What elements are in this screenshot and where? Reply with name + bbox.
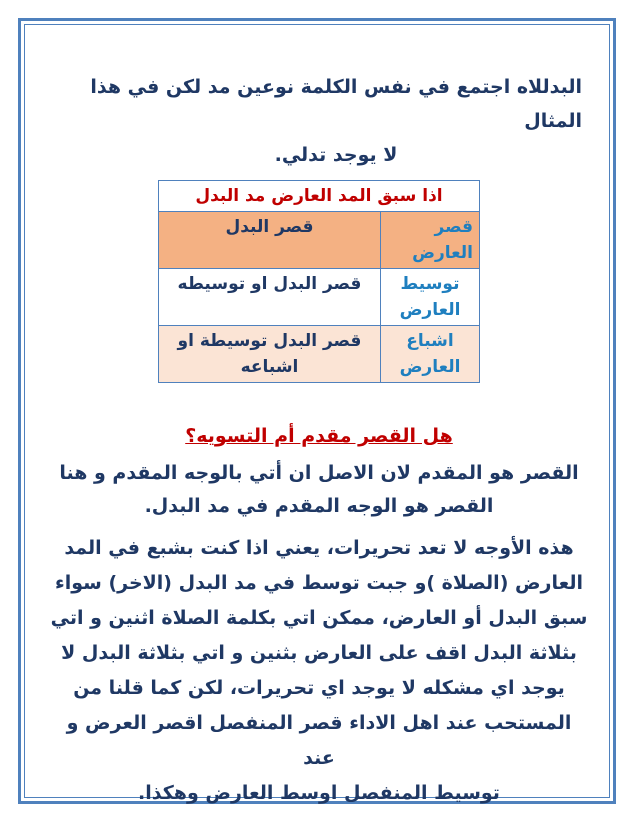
- body-line: بثلاثة البدل اقف على العارض بثنين و اتي بثلاثة البدل لا: [61, 642, 577, 664]
- table-cell-left: قصر البدل او توسيطه: [159, 269, 381, 326]
- body-paragraph: [50, 531, 588, 811]
- body-line: المستحب عند اهل الاداء قصر المنفصل اقصر العرض و عند: [66, 712, 572, 769]
- answer-line-1: القصر هو المقدم لان الاصل ان أتي بالوجه المقدم و هنا: [59, 462, 579, 484]
- table-row: [159, 326, 480, 383]
- table-header-right: قصر العارض: [381, 212, 480, 269]
- table-cell-left: قصر البدل توسيطة او اشباعه: [159, 326, 381, 383]
- body-line: يوجد اي مشكله لا يوجد اي تحريرات، لكن كما قلنا من: [73, 677, 565, 699]
- table-header-row: [159, 212, 480, 269]
- table-header-left: قصر البدل: [159, 212, 381, 269]
- section-question-heading: هل القصر مقدم أم التسويه؟: [185, 425, 453, 447]
- body-line: العارض (الصلاة )و جبت توسط في مد البدل (الاخر) سواء: [55, 572, 583, 594]
- body-line: هذه الأوجه لا تعد تحريرات، يعني اذا كنت بشبع في المد: [64, 537, 574, 559]
- document-content: [50, 70, 588, 811]
- comparison-table: [158, 180, 480, 383]
- table-title: اذا سبق المد العارض مد البدل: [159, 181, 480, 212]
- table-row: [159, 269, 480, 326]
- body-line: سبق البدل أو العارض، ممكن اتي بكلمة الصلاة اثنين و اتي: [50, 607, 588, 629]
- intro-line-2: لا يوجد تدلي.: [274, 144, 398, 166]
- intro-paragraph: [50, 70, 588, 172]
- table-cell-right: توسيط العارض: [381, 269, 480, 326]
- table-cell-right: اشباع العارض: [381, 326, 480, 383]
- intro-line-1: البدللاه اجتمع في نفس الكلمة نوعين مد لكن في هذا المثال: [90, 76, 582, 132]
- answer-line-2: القصر هو الوجه المقدم في مد البدل.: [144, 495, 494, 517]
- answer-paragraph: [50, 457, 588, 523]
- body-line: توسيط المنفصل اوسط العارض وهكذا.: [138, 782, 500, 804]
